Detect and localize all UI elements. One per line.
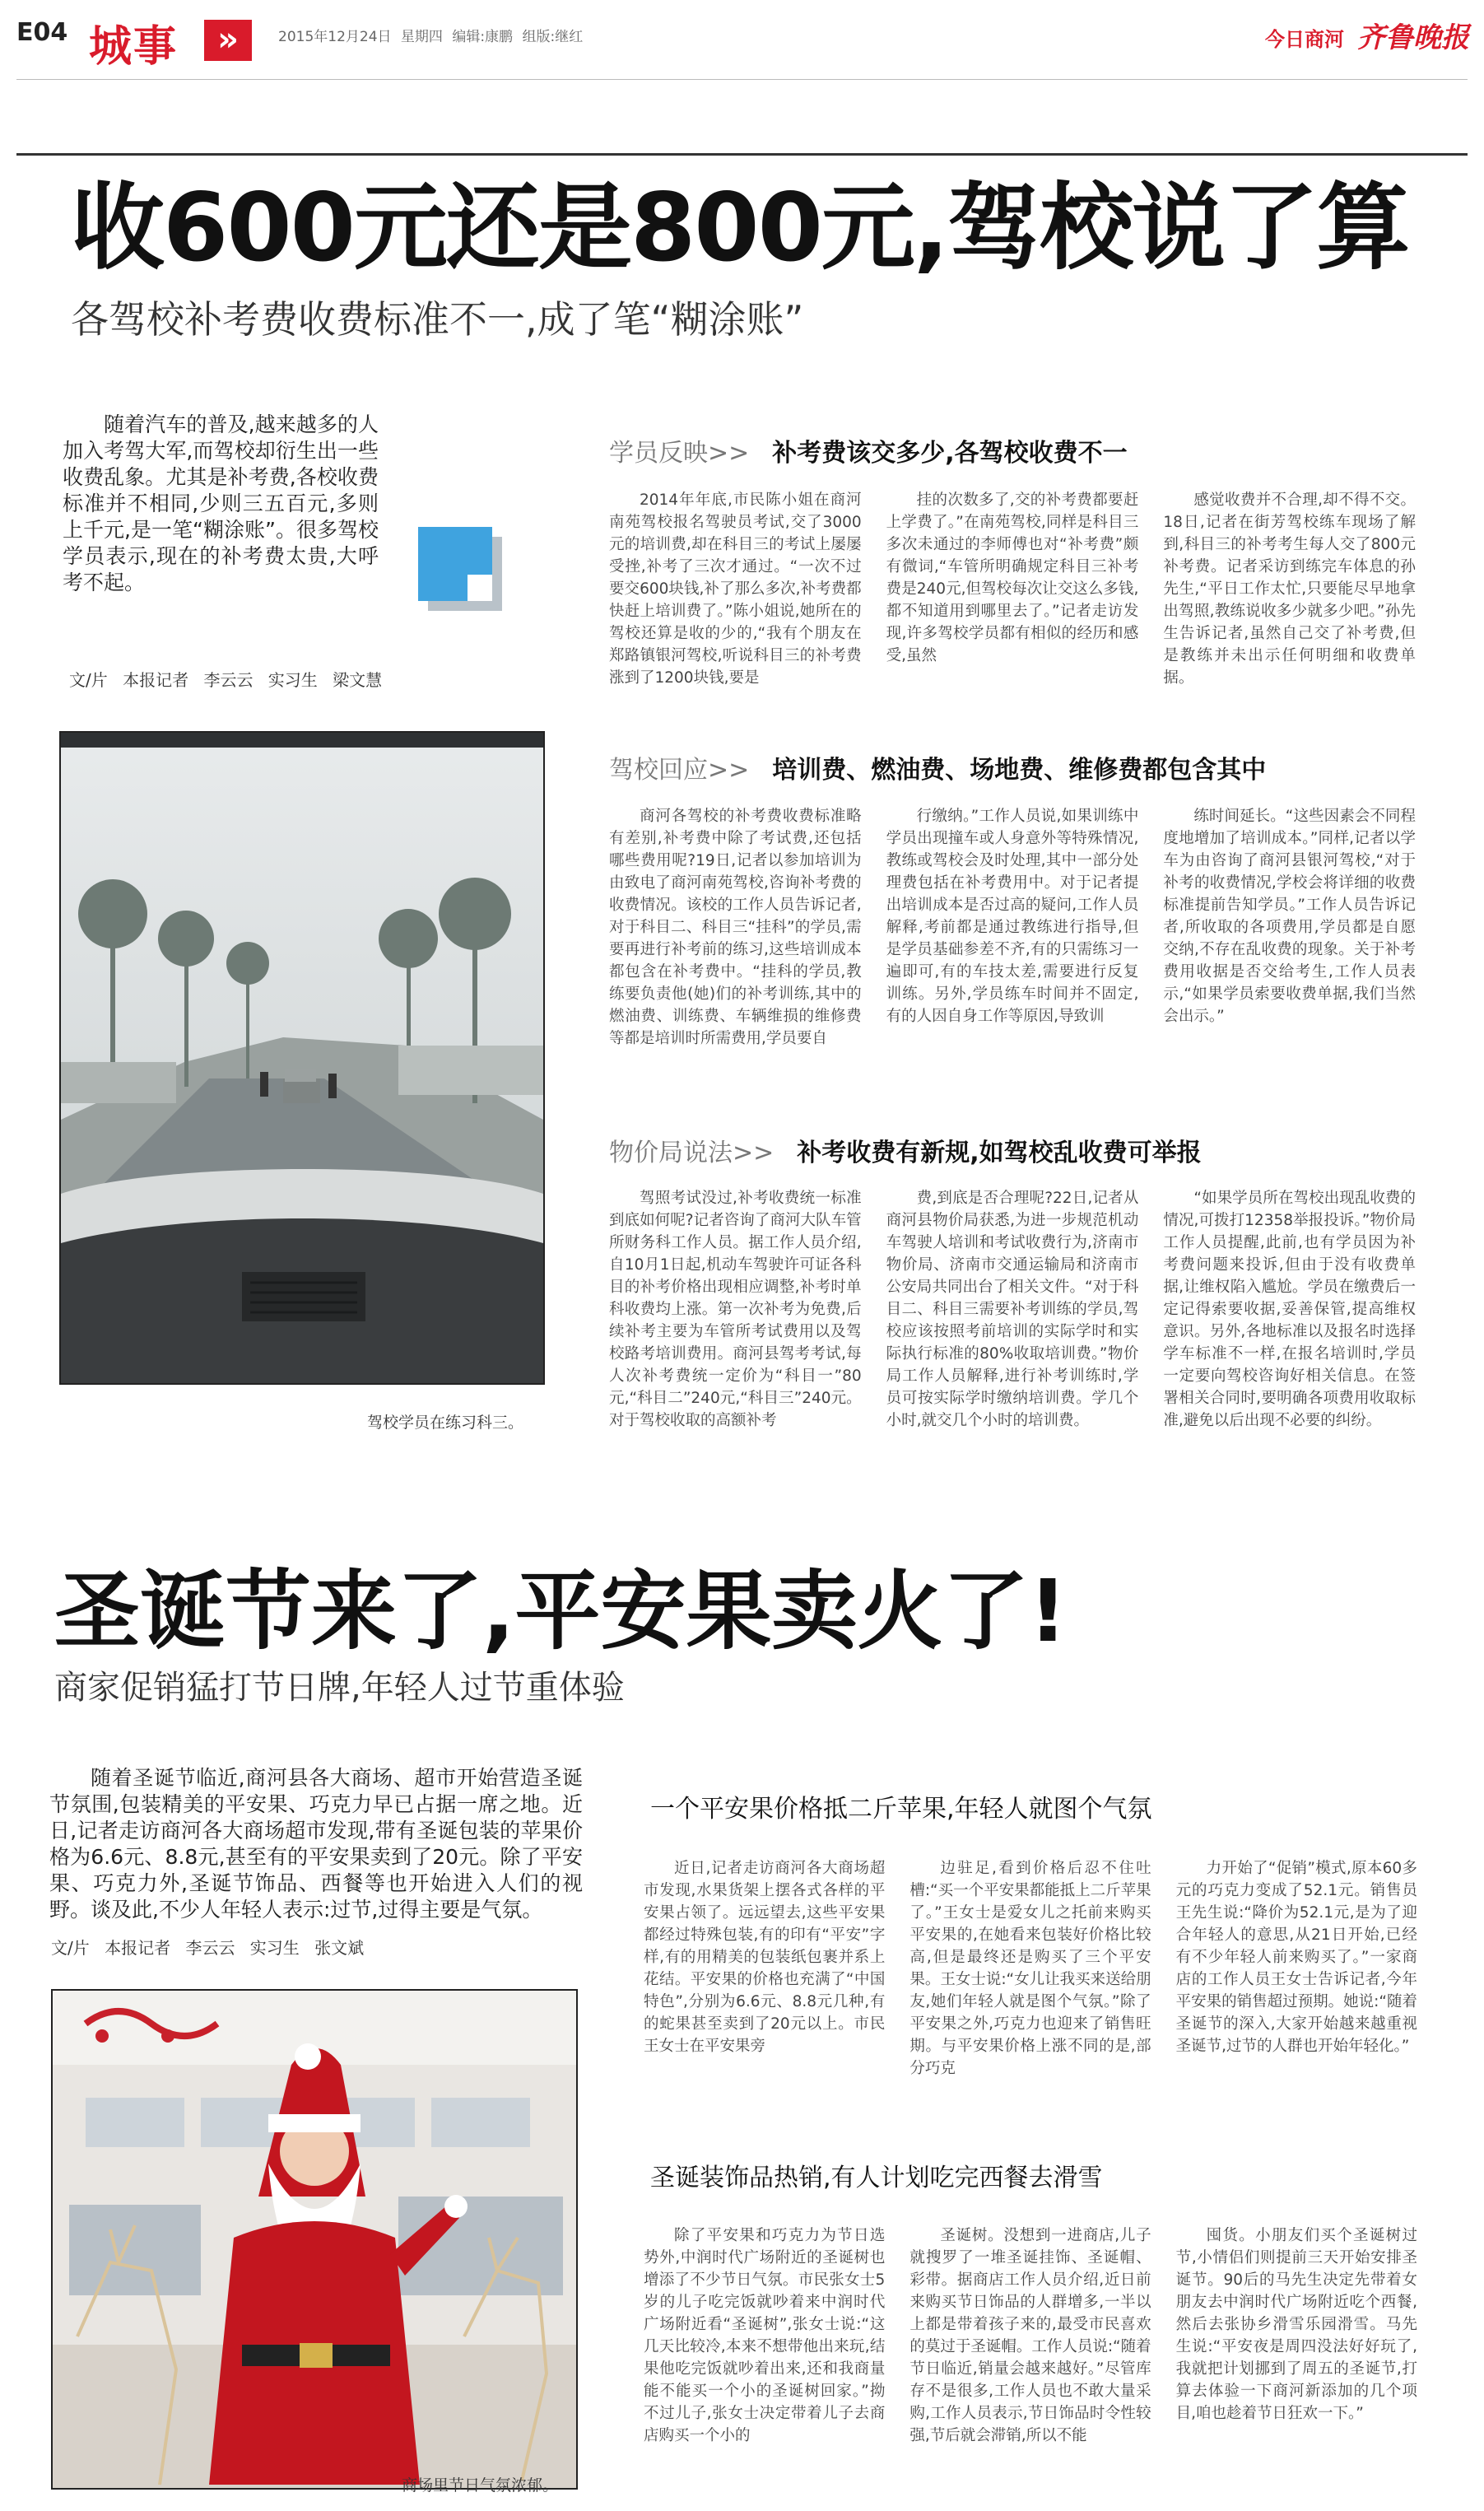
article2-subhead: 商家促销猛打节日牌,年轻人过节重体验 (54, 1669, 625, 1707)
article1-byline: 文/片 本报记者 李云云 实习生 梁文慧 (69, 670, 383, 690)
car-windshield-snow-scene (61, 733, 543, 1383)
text-column (609, 1187, 862, 1497)
text-column (1163, 805, 1416, 1093)
text-column (909, 1857, 1151, 2104)
article2-photo-caption: 商场里节日气氛浓郁。 (402, 2476, 559, 2495)
paragraph: 圣诞树。没想到一进商店,儿子就搜罗了一堆圣诞挂饰、圣诞帽、彩带。据商店工作人员介绍,近日前来购买节日饰品的人群增多,一半以上都是带着孩子来的,最受市民喜欢的莫过于圣诞帽。工作人员说:“随着节日临近,销量会越来越好。”尽管库存不是很多,工作人员也不敢大量采购,工作人员表示,节日饰品时令性较强,节后就会滞销,所以不能 (909, 2227, 1151, 2444)
section-label: 物价局说法>> (609, 1139, 775, 1167)
article2-byline: 文/片 本报记者 李云云 实习生 张文斌 (51, 1938, 365, 1958)
issue-meta: 2015年12月24日 星期四 编辑:康鹏 组版:继红 (278, 29, 584, 45)
article2-headline: 圣诞节来了,平安果卖火了! (54, 1561, 1068, 1661)
article2-lead: 随着圣诞节临近,商河县各大商场、超市开始营造圣诞节氛围,包装精美的平安果、巧克力早已占据一席之地。近日,记者走访商河各大商场超市发现,带有圣诞包装的苹果价格为6.6元、8.8元,甚至有的平安果卖到了20元。除了平安果、巧克力外,圣诞节饰品、西餐等也开始进入人们的视野。谈及此,不少人年轻人表示:过节,过得主要是气氛。 (49, 1766, 583, 1922)
masthead-thin-rule (16, 79, 1468, 80)
paragraph: 挂的次数多了,交的补考费都要赶上学费了。”在南苑驾校,同样是科目三多次未通过的李师傅也对“补考费”颇有微词,“车管所明确规定科目三补考费是240元,但驾校每次让交这么多钱,都不知道用到哪里去了。”记者走访发现,许多驾校学员都有相似的经历和感受,虽然 (886, 491, 1139, 664)
text-column (909, 2224, 1151, 2488)
article1-headline: 收600元还是800元,驾校说了算 (71, 173, 1409, 282)
article1-photo-caption: 驾校学员在练习科三。 (367, 1414, 524, 1432)
section-title: 一个平安果价格抵二斤苹果,年轻人就图个气氛 (650, 1795, 1152, 1824)
header-rule (16, 153, 1468, 156)
article2-section1-body (644, 1857, 1417, 2104)
article1-section2-body (609, 805, 1416, 1093)
text-column (1163, 1187, 1416, 1497)
article1-section3-body (609, 1187, 1416, 1497)
section-title: 圣诞装饰品热销,有人计划吃完西餐去滑雪 (650, 2164, 1103, 2192)
paragraph: 行缴纳。”工作人员说,如果训练中学员出现撞车或人身意外等特殊情况,教练或驾校会及时处理,其中一部分处理费包括在补考费用中。对于记者提出培训成本是否过高的疑问,工作人员解释,考前都是通过教练进行指导,但是学员基础参差不齐,有的只需练习一遍即可,有的车技太差,需要进行反复训练。另外,学员练车时间并不固定,有的人因自身工作等原因,导致训 (886, 808, 1139, 1025)
brand-section-name: 今日商河 (1265, 28, 1344, 51)
mall-santa-photo (51, 1989, 578, 2490)
driving-school-photo (59, 731, 545, 1385)
section-title: 培训费、燃油费、场地费、维修费都包含其中 (772, 756, 1267, 785)
section-title: 城事 (89, 22, 179, 72)
paragraph: 力开始了“促销”模式,原本60多元的巧克力变成了52.1元。销售员王先生说:“降价为52.1元,是为了迎合年轻人的意思,从21日开始,已经有不少年轻人前来购买了。”一家商店的工作人员王女士告诉记者,今年平安果的销售超过预期。她说:“随着圣诞节的深入,大家开始越来越重视圣诞节,过节的人群也开始年轻化。” (1175, 1860, 1417, 2055)
text-column (886, 489, 1139, 711)
text-column (886, 805, 1139, 1093)
article1-section1-body (609, 489, 1416, 711)
text-column (644, 2224, 885, 2488)
section-arrow-icon: » (204, 20, 252, 61)
article1-section2-heading (609, 749, 1266, 785)
paragraph: 练时间延长。“这些因素会不同程度地增加了培训成本。”同样,记者以学车为由咨询了商河县银河驾校,“对于补考的收费情况,学校会将详细的收费标准提前告知学员。”工作人员告诉记者,所收取的各项费用,学员都是自愿交纳,不存在乱收费的现象。关于补考费用收据是否交给考生,工作人员表示,“如果学员索要收费单据,我们当然会出示。” (1163, 808, 1417, 1025)
text-column (1176, 2224, 1417, 2488)
article2-section2-body (644, 2224, 1417, 2488)
article1-subhead: 各驾校补考费收费标准不一,成了笔“糊涂账” (71, 297, 804, 342)
article2-section1-heading (650, 1788, 1152, 1824)
paragraph: 2014年年底,市民陈小姐在商河南苑驾校报名驾驶员考试,交了3000元的培训费,却在科目三的考试上屡屡受挫,补考了三次才通过。“一次不过要交600块钱,补了那么多次,补考费都快赶上培训费了。”陈小姐说,她所在的驾校还算是收的少的,“我有个朋友在郑路镇银河驾校,听说科目三的补考费涨到了1200块钱,要是 (609, 491, 862, 687)
paragraph: 费,到底是否合理呢?22日,记者从商河县物价局获悉,为进一步规范机动车驾驶人培训和考试收费行为,济南市物价局、济南市交通运输局和济南市公安局共同出台了相关文件。“对于科目二、科目三需要补考训练的学员,驾校应该按照考前培训的实际学时和实际执行标准的80%收取培训费。”物价局工作人员解释,进行补考训练时,学员可按实际学时缴纳培训费。学几个小时,就交几个小时的培训费。 (886, 1190, 1139, 1429)
article1-section3-heading (609, 1132, 1202, 1168)
paragraph: “如果学员所在驾校出现乱收费的情况,可拨打12358举报投诉。”物价局工作人员提醒,此前,也有学员因为补考费问题来投诉,但由于没有收费单据,让维权陷入尴尬。学员在缴费后一定记得索要收据,妥善保管,提高维权意识。另外,各地标准以及报名时选择学车标准不一样,在报名培训时,学员一定要向驾校咨询好相关信息。在签署相关合同时,要明确各项费用收取标准,避免以后出现不必要的纠纷。 (1163, 1190, 1417, 1429)
page-number: E04 (16, 18, 68, 47)
section-title: 补考收费有新规,如驾校乱收费可举报 (797, 1139, 1202, 1167)
text-column (1163, 489, 1416, 711)
article1-lead: 随着汽车的普及,越来越多的人加入考驾大军,而驾校却衍生出一些收费乱象。尤其是补考费,各校收费标准并不相同,少则三五百元,多则上千元,是一笔“糊涂账”。很多驾校学员表示,现在的补考费太贵,大呼考不起。 (63, 412, 379, 594)
paragraph: 感觉收费并不合理,却不得不交。18日,记者在街芳驾校练车现场了解到,科目三的补考考生每人交了800元补考费。记者采访到练完车体息的孙先生,“平日工作太忙,只要能尽早地拿出驾照,教练说收多少就多少吧。”孙先生告诉记者,虽然自己交了补考费,但是教练并未出示任何明细和收费单据。 (1163, 491, 1417, 687)
paragraph: 除了平安果和巧克力为节日选势外,中润时代广场附近的圣诞树也增添了不少节日气氛。市民张女士5岁的儿子吃完饭就吵着来中润时代广场附近看“圣诞树”,张女士说:“这几天比较冷,本来不想带他出来玩,结果他吃完饭就吵着出来,还和我商量能不能买一个小的圣诞树回家。”拗不过儿子,张女士决定带着儿子去商店购买一个小的 (644, 2227, 886, 2444)
paragraph: 商河各驾校的补考费收费标准略有差别,补考费中除了考试费,还包括哪些费用呢?19日,记者以参加培训为由致电了商河南苑驾校,咨询补考费的收费情况。该校的工作人员告诉记者,对于科目二、科目三“挂科”的学员,需要再进行补考前的练习,这些培训成本都包含在补考费中。“挂科的学员,教练要负责他(她)们的补考训练,其中的燃油费、训练费、车辆维损的维修费等都是培训时所需费用,学员要自 (609, 808, 862, 1047)
article1-section1-heading (609, 432, 1128, 468)
section-label: 驾校回应>> (609, 756, 750, 785)
paragraph: 边驻足,看到价格后忍不住吐槽:“买一个平安果都能抵上二斤苹果了。”王女士是爱女儿之托前来购买平安果的,在她看来包装好价格比较高,但是最终还是购买了三个平安果。王女士说:“女儿让我买来送给朋友,她们年轻人就是图个气氛。”除了平安果之外,巧克力也迎来了销售旺期。与平安果价格上涨不同的是,部分巧克 (909, 1860, 1151, 2077)
decor-square-white (468, 575, 492, 601)
text-column (644, 1857, 885, 2104)
article2-section2-heading (650, 2157, 1103, 2193)
paragraph: 囤货。小朋友们买个圣诞树过节,小情侣们则提前三天开始安排圣诞节。90后的马先生决定先带着女朋友去中润时代广场附近吃个西餐,然后去张协乡滑雪乐园滑雪。马先生说:“平安夜是周四没法好好玩了,我就把计划挪到了周五的圣诞节,打算去体验一下商河新添加的几个项目,咱也趁着节日狂欢一下。” (1175, 2227, 1417, 2422)
section-label: 学员反映>> (609, 439, 750, 468)
paragraph: 驾照考试没过,补考收费统一标准到底如何呢?记者咨询了商河大队车管所财务科工作人员。据工作人员介绍,自10月1日起,机动车驾驶许可证各科目的补考价格出现相应调整,补考时单科收费均上涨。第一次补考为免费,后续补考主要为车管所考试费用以及驾校路考培训费用。商河县驾考考试,每人次补考费统一定价为“科目一”80元,“科目二”240元,“科目三”240元。对于驾校收取的高额补考 (609, 1190, 862, 1429)
santa-mall-scene (53, 1991, 576, 2488)
text-column (886, 1187, 1139, 1497)
newspaper-logo: 齐鲁晚报 (1357, 21, 1469, 54)
paragraph: 近日,记者走访商河各大商场超市发现,水果货架上摆各式各样的平安果占领了。远远望去,这些平安果都经过特殊包装,有的印有“平安”字样,有的用精美的包装纸包裹并系上花结。平安果的价格也充满了“中国特色”,分别为6.6元、8.8元几种,有的蛇果甚至卖到了20元以上。市民王女士在平安果旁 (644, 1860, 886, 2055)
text-column (609, 489, 862, 711)
text-column (1176, 1857, 1417, 2104)
text-column (609, 805, 862, 1093)
section-title: 补考费该交多少,各驾校收费不一 (772, 439, 1128, 468)
